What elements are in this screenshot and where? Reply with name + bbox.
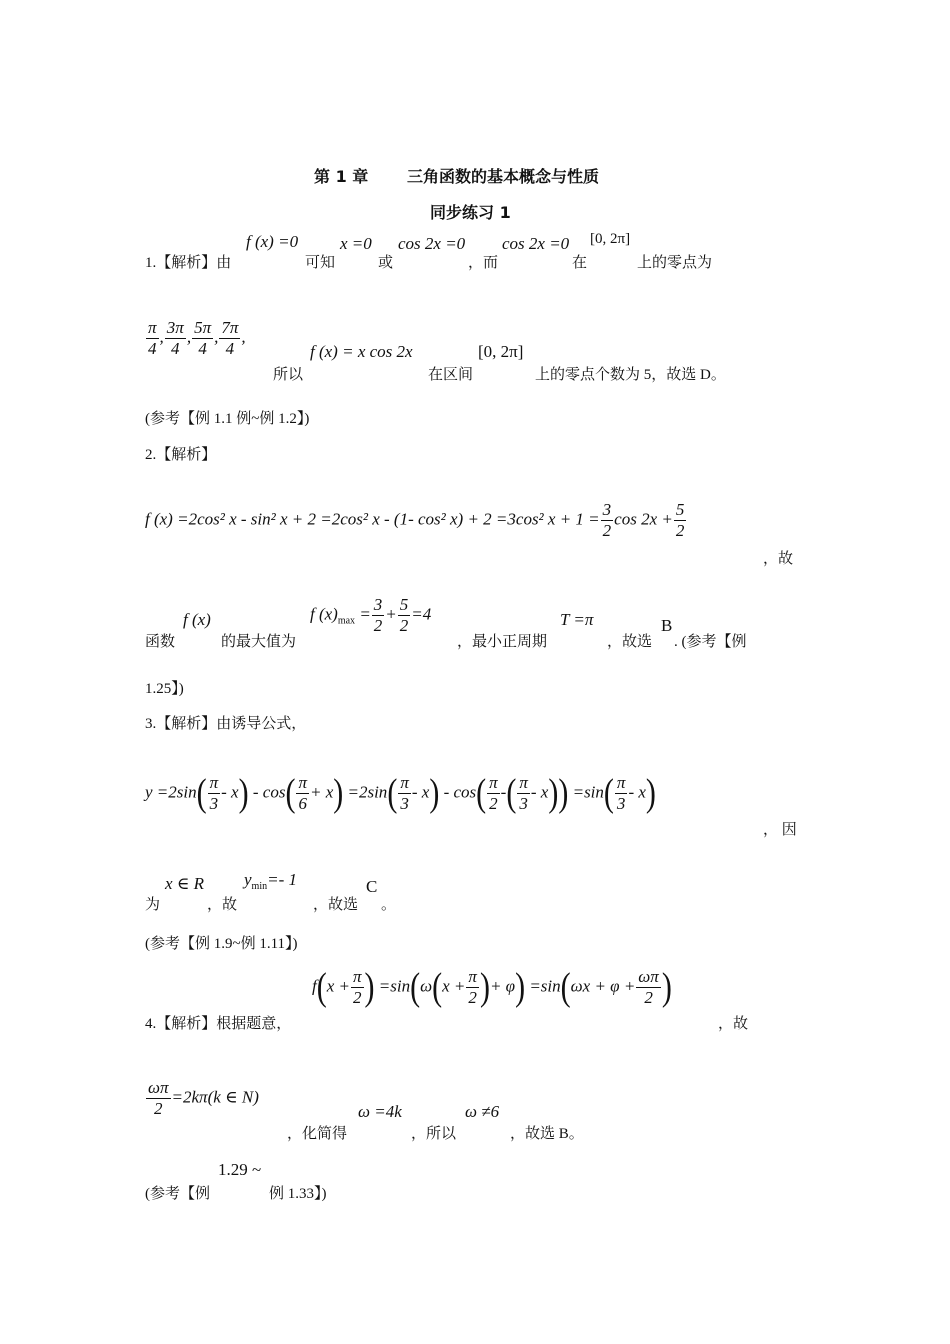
q2-math-fx: f (x) bbox=[183, 610, 211, 629]
q1-math-cos2x-b: cos 2x =0 bbox=[502, 234, 570, 253]
q4-conclusion: ，故选 B。 bbox=[510, 1126, 584, 1142]
q3-math-min: $y_{min}=-$ 1 bbox=[244, 870, 297, 892]
chapter-number: 第 1 章 bbox=[314, 167, 369, 186]
q1-text-huo: 或 bbox=[378, 255, 394, 271]
q3-text-gu: ，故 bbox=[207, 897, 238, 913]
q1-math-fx0: f (x) =0 bbox=[246, 232, 299, 251]
q3-math-domain: x ∈ R bbox=[165, 874, 205, 893]
q1-text-kezhi: 可知 bbox=[305, 255, 336, 271]
q1-math-x0: x =0 bbox=[340, 234, 372, 253]
q4-reference-a: (参考【例 bbox=[145, 1186, 210, 1202]
q3-text-wei: 为 bbox=[145, 897, 161, 913]
q4-formula: f(x + $\frac{\pi}{2}$ ) =sin(ω(x + $\frac{\pi}{2}$ )+ φ) =sin(ωx + φ + $\frac{\omega\pi}{2}$ ) bbox=[312, 965, 672, 1009]
q1-math-cos2x-a: cos 2x =0 bbox=[398, 234, 466, 253]
q4-math-omega: ω =4k bbox=[358, 1102, 402, 1121]
q2-text-max: 的最大值为 bbox=[221, 634, 297, 650]
q1-text-suoyi: 所以 bbox=[273, 367, 304, 383]
q4-reference-b: 例 1.33】) bbox=[269, 1186, 327, 1202]
q2-label: 2.【解析】 bbox=[145, 447, 217, 463]
q1-text-er: ，而 bbox=[468, 255, 499, 271]
q1-text-interval: 在区间 bbox=[428, 367, 474, 383]
q1-reference: (参考【例 1.1 例~例 1.2】) bbox=[145, 411, 310, 427]
exercise-subtitle: 同步练习 1 bbox=[430, 203, 511, 222]
q2-reference-b: 1.25】) bbox=[145, 681, 184, 697]
q1-zero-list: $\frac{\pi}{4}$ , $\frac{3\pi}{4}$ , $\frac{5\pi}{4}$ , $\frac{7\pi}{4}$ , bbox=[148, 318, 246, 358]
q2-text-gu: ，故 bbox=[763, 551, 794, 567]
q3-text-yin: ， 因 bbox=[763, 822, 797, 838]
q2-formula: f (x) =2cos² x - sin² x + 2 =2cos² x - (1- cos² x) + 2 =3cos² x + 1 = $\frac{3}{2}$ cos 2x + $\frac{5}{2}$ bbox=[145, 500, 685, 540]
q4-label: 4.【解析】根据题意， bbox=[145, 1016, 292, 1032]
q3-label: 3.【解析】由诱导公式， bbox=[145, 716, 307, 732]
q3-answer: C bbox=[366, 877, 378, 896]
q3-formula: y =2sin( $\frac{\pi}{3}$ - x) - cos( $\frac{\pi}{6}$ + x) =2sin( $\frac{\pi}{3}$ - x) - cos( $\frac{\pi}{2}$ -( $\frac{\pi}{3}$ - x)) =sin( $\frac{\pi}{3}$ - x) bbox=[145, 771, 656, 815]
q1-conclusion: 上的零点个数为 5，故选 D。 bbox=[535, 367, 726, 383]
q1-math-interval: [0, 2π] bbox=[590, 231, 631, 247]
q1-text-zeros: 上的零点为 bbox=[637, 255, 713, 271]
q3-text-guxuan: ，故选 bbox=[313, 897, 359, 913]
q4-reference-math: 1.29 ~ bbox=[218, 1160, 262, 1179]
q4-text-suoyi: ，所以 bbox=[411, 1126, 457, 1142]
q4-math-condition: $\frac{\omega\pi}{2}$ =2kπ(k ∈ N) bbox=[148, 1078, 259, 1118]
q4-text-simplify: ，化简得 bbox=[287, 1126, 348, 1142]
q2-text-guxuan: ，故选 bbox=[607, 634, 653, 650]
q4-math-omega-ne: ω ≠6 bbox=[465, 1102, 500, 1121]
q2-math-period: T =π bbox=[560, 610, 594, 629]
q1-label: 1.【解析】由 bbox=[145, 255, 232, 271]
q1-math-function: f (x) = x cos 2x bbox=[310, 342, 413, 361]
q3-text-end: 。 bbox=[381, 897, 397, 913]
q3-reference: (参考【例 1.9~例 1.11】) bbox=[145, 936, 298, 952]
chapter-title: 三角函数的基本概念与性质 bbox=[407, 167, 600, 186]
q2-reference-a: . (参考【例 bbox=[674, 634, 747, 650]
q1-text-zai: 在 bbox=[572, 255, 588, 271]
q2-answer: B bbox=[661, 616, 673, 635]
q2-math-max-value: f $(x)_{max}$ = $\frac{3}{2}$ + $\frac{5}{2}$ =4 bbox=[310, 595, 432, 635]
q4-text-gu: ，故 bbox=[718, 1016, 749, 1032]
q1-math-interval-2: [0, 2π] bbox=[478, 342, 524, 361]
q2-text-hanshu: 函数 bbox=[145, 634, 176, 650]
q2-text-period: ，最小正周期 bbox=[457, 634, 548, 650]
